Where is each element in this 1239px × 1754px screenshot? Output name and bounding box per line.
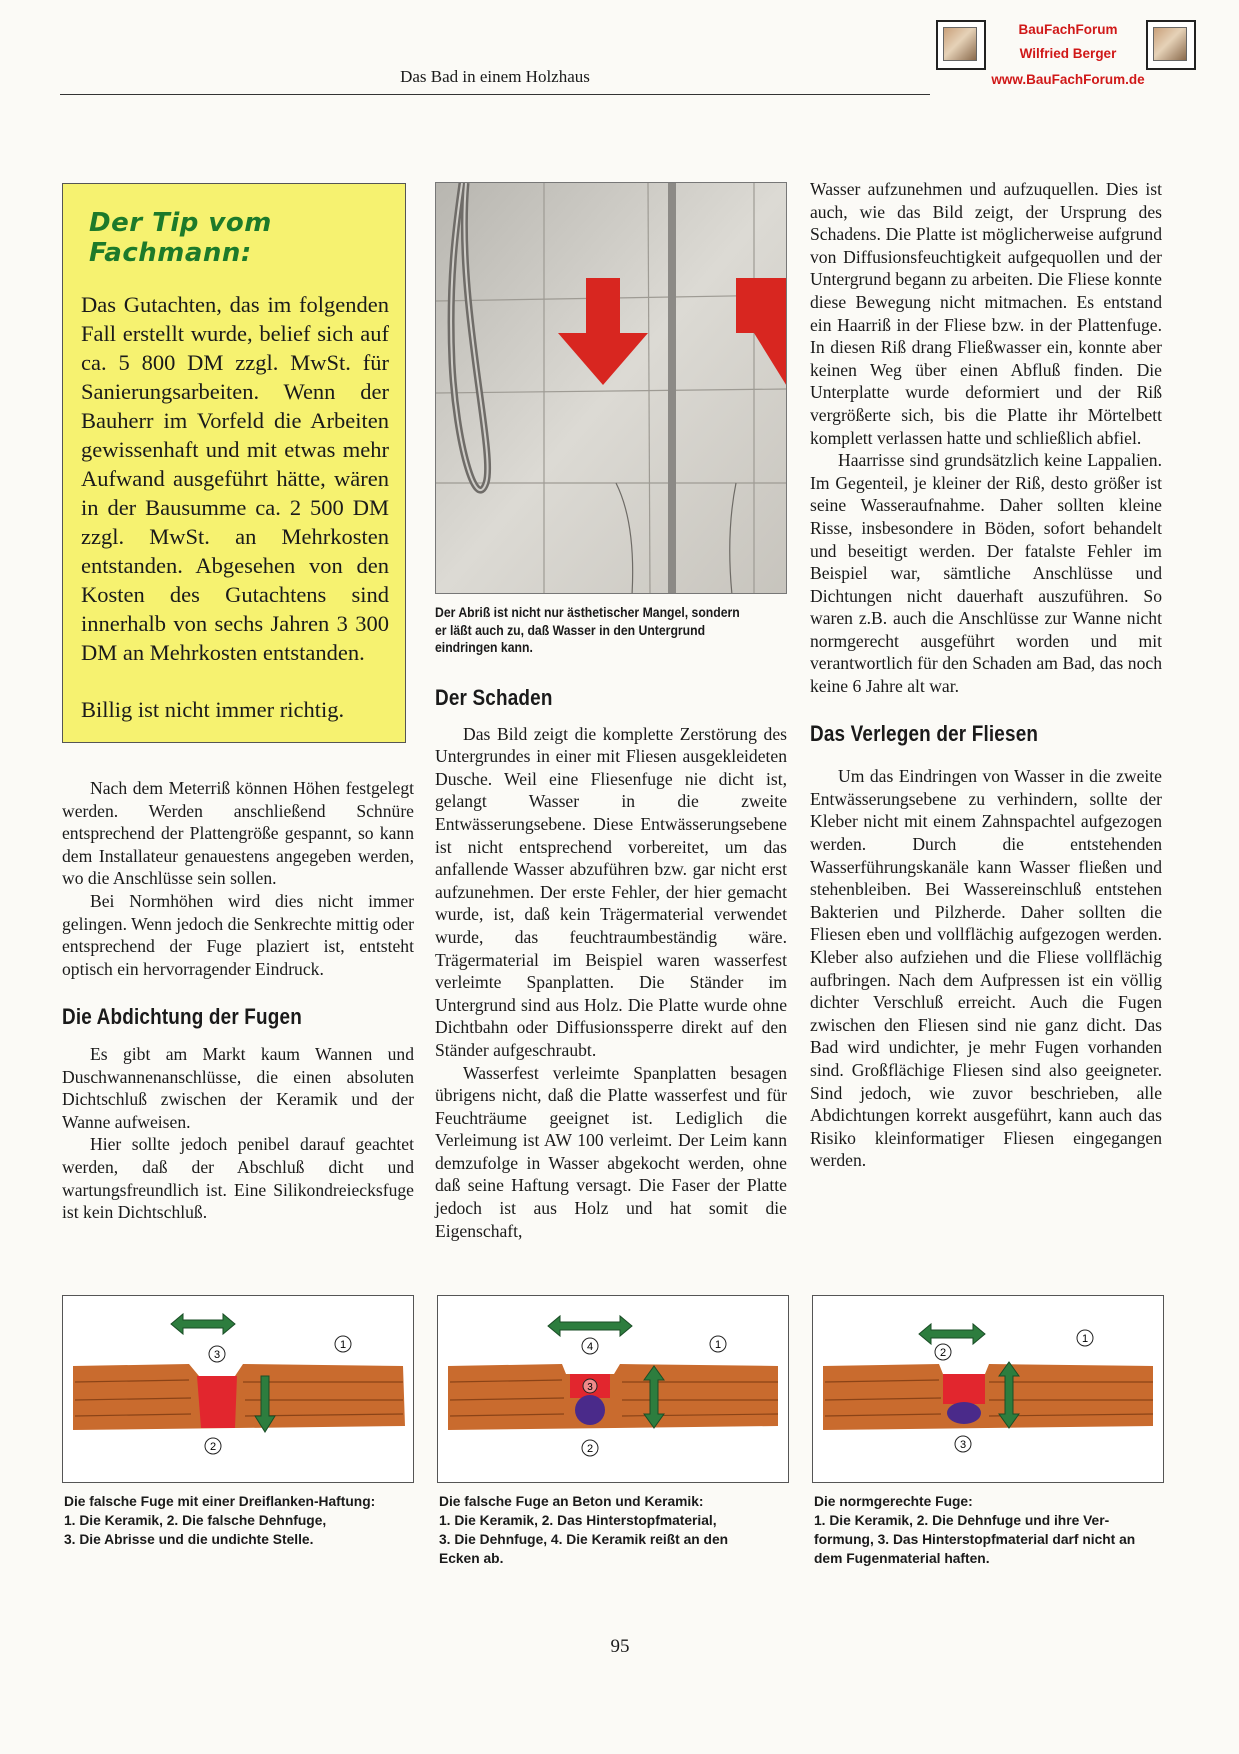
caption-line: Die falsche Fuge an Beton und Keramik: bbox=[439, 1494, 704, 1509]
caption-line: 1. Die Keramik, 2. Das Hinterstopfmaterial, bbox=[439, 1513, 717, 1528]
label-3: 3 bbox=[213, 1349, 221, 1361]
paragraph: Das Bild zeigt die komplette Zerstörung des Untergrundes in einer mit Fliesen ausgekleideten Dusche. Weil eine Fliesenfuge nie dicht ist, gelangt Wasser in die zweite Entwässerungsebene. Diese Entwässerungsebene ist nicht entsprechend vorbereitet, um das anfallende Wasser abzuführen bzw. gar nicht erst aufzunehmen. Der erste Fehler, der hier gemacht wurde, ist, daß kein Trägermaterial verwendet wurde, das feuchtraumbeständig wäre. Trägermaterial im Beispiel waren wasserfest verleimte Spanplatten. Die Ständer im Untergrund sind aus Holz. Die Platte wurde ohne Dichtbahn oder Diffusionssperre direkt auf den Ständer aufgeschraubt. bbox=[435, 723, 787, 1060]
diagram-caption-3 bbox=[814, 1492, 1166, 1568]
diagram-wrong-joint-concrete bbox=[437, 1295, 789, 1483]
caption-line: 3. Die Abrisse und die undichte Stelle. bbox=[64, 1532, 314, 1547]
header-rule bbox=[60, 94, 930, 95]
label-1: 1 bbox=[339, 1339, 347, 1351]
diagram-caption-2 bbox=[439, 1492, 791, 1568]
paragraph: Wasser aufzunehmen und aufzuquellen. Dies ist auch, wie das Bild zeigt, der Ursprung des Schadens. Die Platte ist möglicherweise aufgrund von Diffusionsfeuchtigkeit aufgequollen und der Untergrund begann zu arbeiten. Die Fliese konnte diese Bewegung nicht mitmachen. Es entstand ein Haarriß in der Fliese bzw. in der Plattenfuge. In diesen Riß drang Fließwasser ein, konnte aber keinen Weg über einen Abfluß finden. Die Unterplatte wurde deformiert und der Riß vergrößerte sich, bis die Platte ihr Mörtelbett komplett verlassen hatte und schließlich abfiel. bbox=[810, 179, 1162, 448]
label-3: 3 bbox=[959, 1439, 967, 1451]
paragraph: Wasserfest verleimte Spanplatten besagen übrigens nicht, daß die Platte wasserfest und für Feuchträume geeignet ist. Lediglich die Verleimung ist AW 100 verleimt. Der Leim kann demzufolge in Wasser abgekocht werden, ohne daß seine Haftung versagt. Die Faser der Platte jedoch ist aus Holz und hat somit die Eigenschaft, bbox=[435, 1062, 787, 1241]
label-3: 3 bbox=[587, 1382, 593, 1393]
caption-line: Ecken ab. bbox=[439, 1551, 504, 1566]
label-2: 2 bbox=[586, 1443, 594, 1455]
caption-line: formung, 3. Das Hinterstopfmaterial darf nicht an bbox=[814, 1532, 1136, 1547]
label-4: 4 bbox=[586, 1341, 594, 1353]
paragraph: Um das Eindringen von Wasser in die zweite Entwässerungsebene zu verhindern, sollte der Kleber nicht mit einem Zahnspachtel aufgezogen werden. Durch die entstehenden Wasserführungskanäle kann Wasser fließen und stehenbleiben. Bei Wassereinschluß entstehen Bakterien und Pilzherde. Daher sollten die Fliesen eben und vollflächig aufgezogen werden. Kleber also aufziehen und die Fliese vollflächig aufbringen. Nach dem Aufpressen ist ein völlig dichter Verschluß erreicht. Auch die Fugen zwischen den Fliesen sind nie ganz dicht. Das Bad wird undichter, je mehr Fugen vorhanden sind. Großflächige Fliesen sind also geeigneter. Sind jedoch, wie zuvor beschrieben, alle Abdichtungen korrekt ausgeführt, kann auch das Risiko kleinformatiger Fliesen eingegangen werden. bbox=[810, 766, 1162, 1171]
watermark-url: www.BauFachForum.de bbox=[991, 72, 1145, 87]
photo-caption: Der Abriß ist nicht nur ästhetischer Mangel, sondern er läßt auch zu, daß Wasser in den Untergrund eindringen kann. bbox=[435, 605, 740, 655]
caption-line: Die normgerechte Fuge: bbox=[814, 1494, 973, 1509]
tip-motto: Billig ist nicht immer richtig. bbox=[81, 697, 345, 722]
watermark-line1: BauFachForum bbox=[1018, 22, 1118, 37]
running-title: Das Bad in einem Holzhaus bbox=[400, 67, 590, 86]
paragraph: Haarrisse sind grundsätzlich keine Lappalien. Im Gegenteil, je kleiner der Riß, desto größer ist seine Wasseraufnahme. Daher sollten kleine Risse, insbesondere in Böden, sofort behandelt und beseitigt werden. Der fatalste Fehler im Beispiel war, sämtliche Anschlüsse und Dichtungen nicht dauerhaft auszuführen. So waren z.B. auch die Anschlüsse zur Wanne nicht normgerecht ausgeführt worden und mit verantwortlich für den Schaden am Bad, das noch keine 6 Jahre alt war. bbox=[810, 450, 1162, 697]
photo-illustration bbox=[436, 183, 787, 594]
label-2: 2 bbox=[209, 1441, 217, 1453]
caption-line: 1. Die Keramik, 2. Die Dehnfuge und ihre Ver- bbox=[814, 1513, 1110, 1528]
diagram-illustration bbox=[813, 1296, 1162, 1481]
page-number: 95 bbox=[610, 1636, 630, 1657]
label-1: 1 bbox=[714, 1339, 722, 1351]
diagram-caption-1 bbox=[64, 1492, 416, 1549]
paragraph: Nach dem Meterriß können Höhen festgelegt werden. Werden anschließend Schnüre entsprechend der Plattengröße gespannt, so kann dem Installateur genauestens angegeben werden, wo die Anschlüsse sein sollen. bbox=[62, 778, 414, 889]
section-heading: Der Schaden bbox=[435, 685, 553, 710]
tip-title: Der Tip vom Fachmann: bbox=[89, 208, 272, 268]
caption-line: 3. Die Dehnfuge, 4. Die Keramik reißt an den bbox=[439, 1532, 729, 1547]
tip-body: Das Gutachten, das im folgenden Fall erstellt wurde, belief sich auf ca. 5 800 DM zzgl. MwSt. für Sanierungsarbeiten. Wenn der Bauherr im Vorfeld die Arbeiten gewissenhaft und mit etwas mehr Aufwand ausgeführt hätte, wären in der Bausumme ca. 2 500 DM zzgl. MwSt. an Mehrkosten entstanden. Abgesehen von den Kosten des Gutachtens sind innerhalb von sechs Jahren 3 300 DM an Mehrkosten entstanden. bbox=[81, 292, 389, 665]
column-3 bbox=[810, 178, 1162, 1172]
section-heading: Die Abdichtung der Fugen bbox=[62, 1004, 302, 1030]
caption-line: 1. Die Keramik, 2. Die falsche Dehnfuge, bbox=[64, 1513, 327, 1528]
watermark bbox=[936, 10, 1200, 94]
label-1: 1 bbox=[1081, 1333, 1089, 1345]
column-2 bbox=[435, 687, 787, 1242]
diagram-illustration bbox=[438, 1296, 787, 1481]
caption-line: Die falsche Fuge mit einer Dreiflanken-Haftung: bbox=[64, 1494, 376, 1509]
tip-box bbox=[62, 183, 406, 743]
paragraph: Bei Normhöhen wird dies nicht immer gelingen. Wenn jedoch die Senkrechte mittig oder entsprechend der Fuge plaziert ist, entsteht optisch ein hervorragender Eindruck. bbox=[62, 890, 414, 979]
diagram-illustration bbox=[63, 1296, 412, 1481]
watermark-logo-left bbox=[936, 20, 986, 70]
label-2: 2 bbox=[939, 1347, 947, 1359]
paragraph: Es gibt am Markt kaum Wannen und Duschwannenanschlüsse, die einen absoluten Dichtschluß zwischen der Keramik und der Wanne aufweisen. bbox=[62, 1043, 414, 1132]
watermark-logo-right bbox=[1146, 20, 1196, 70]
diagram-wrong-joint-three-flank bbox=[62, 1295, 414, 1483]
caption-line: dem Fugenmaterial haften. bbox=[814, 1551, 990, 1566]
diagram-correct-joint bbox=[812, 1295, 1164, 1483]
paragraph: Hier sollte jedoch penibel darauf geachtet werden, daß der Abschluß dicht und wartungsfreundlich ist. Eine Silikondreiecksfuge ist kein Dichtschluß. bbox=[62, 1134, 414, 1223]
column-1 bbox=[62, 777, 414, 1224]
shower-damage-photo bbox=[435, 182, 787, 594]
section-heading: Das Verlegen der Fliesen bbox=[810, 720, 1039, 746]
watermark-line2: Wilfried Berger bbox=[1019, 46, 1117, 61]
